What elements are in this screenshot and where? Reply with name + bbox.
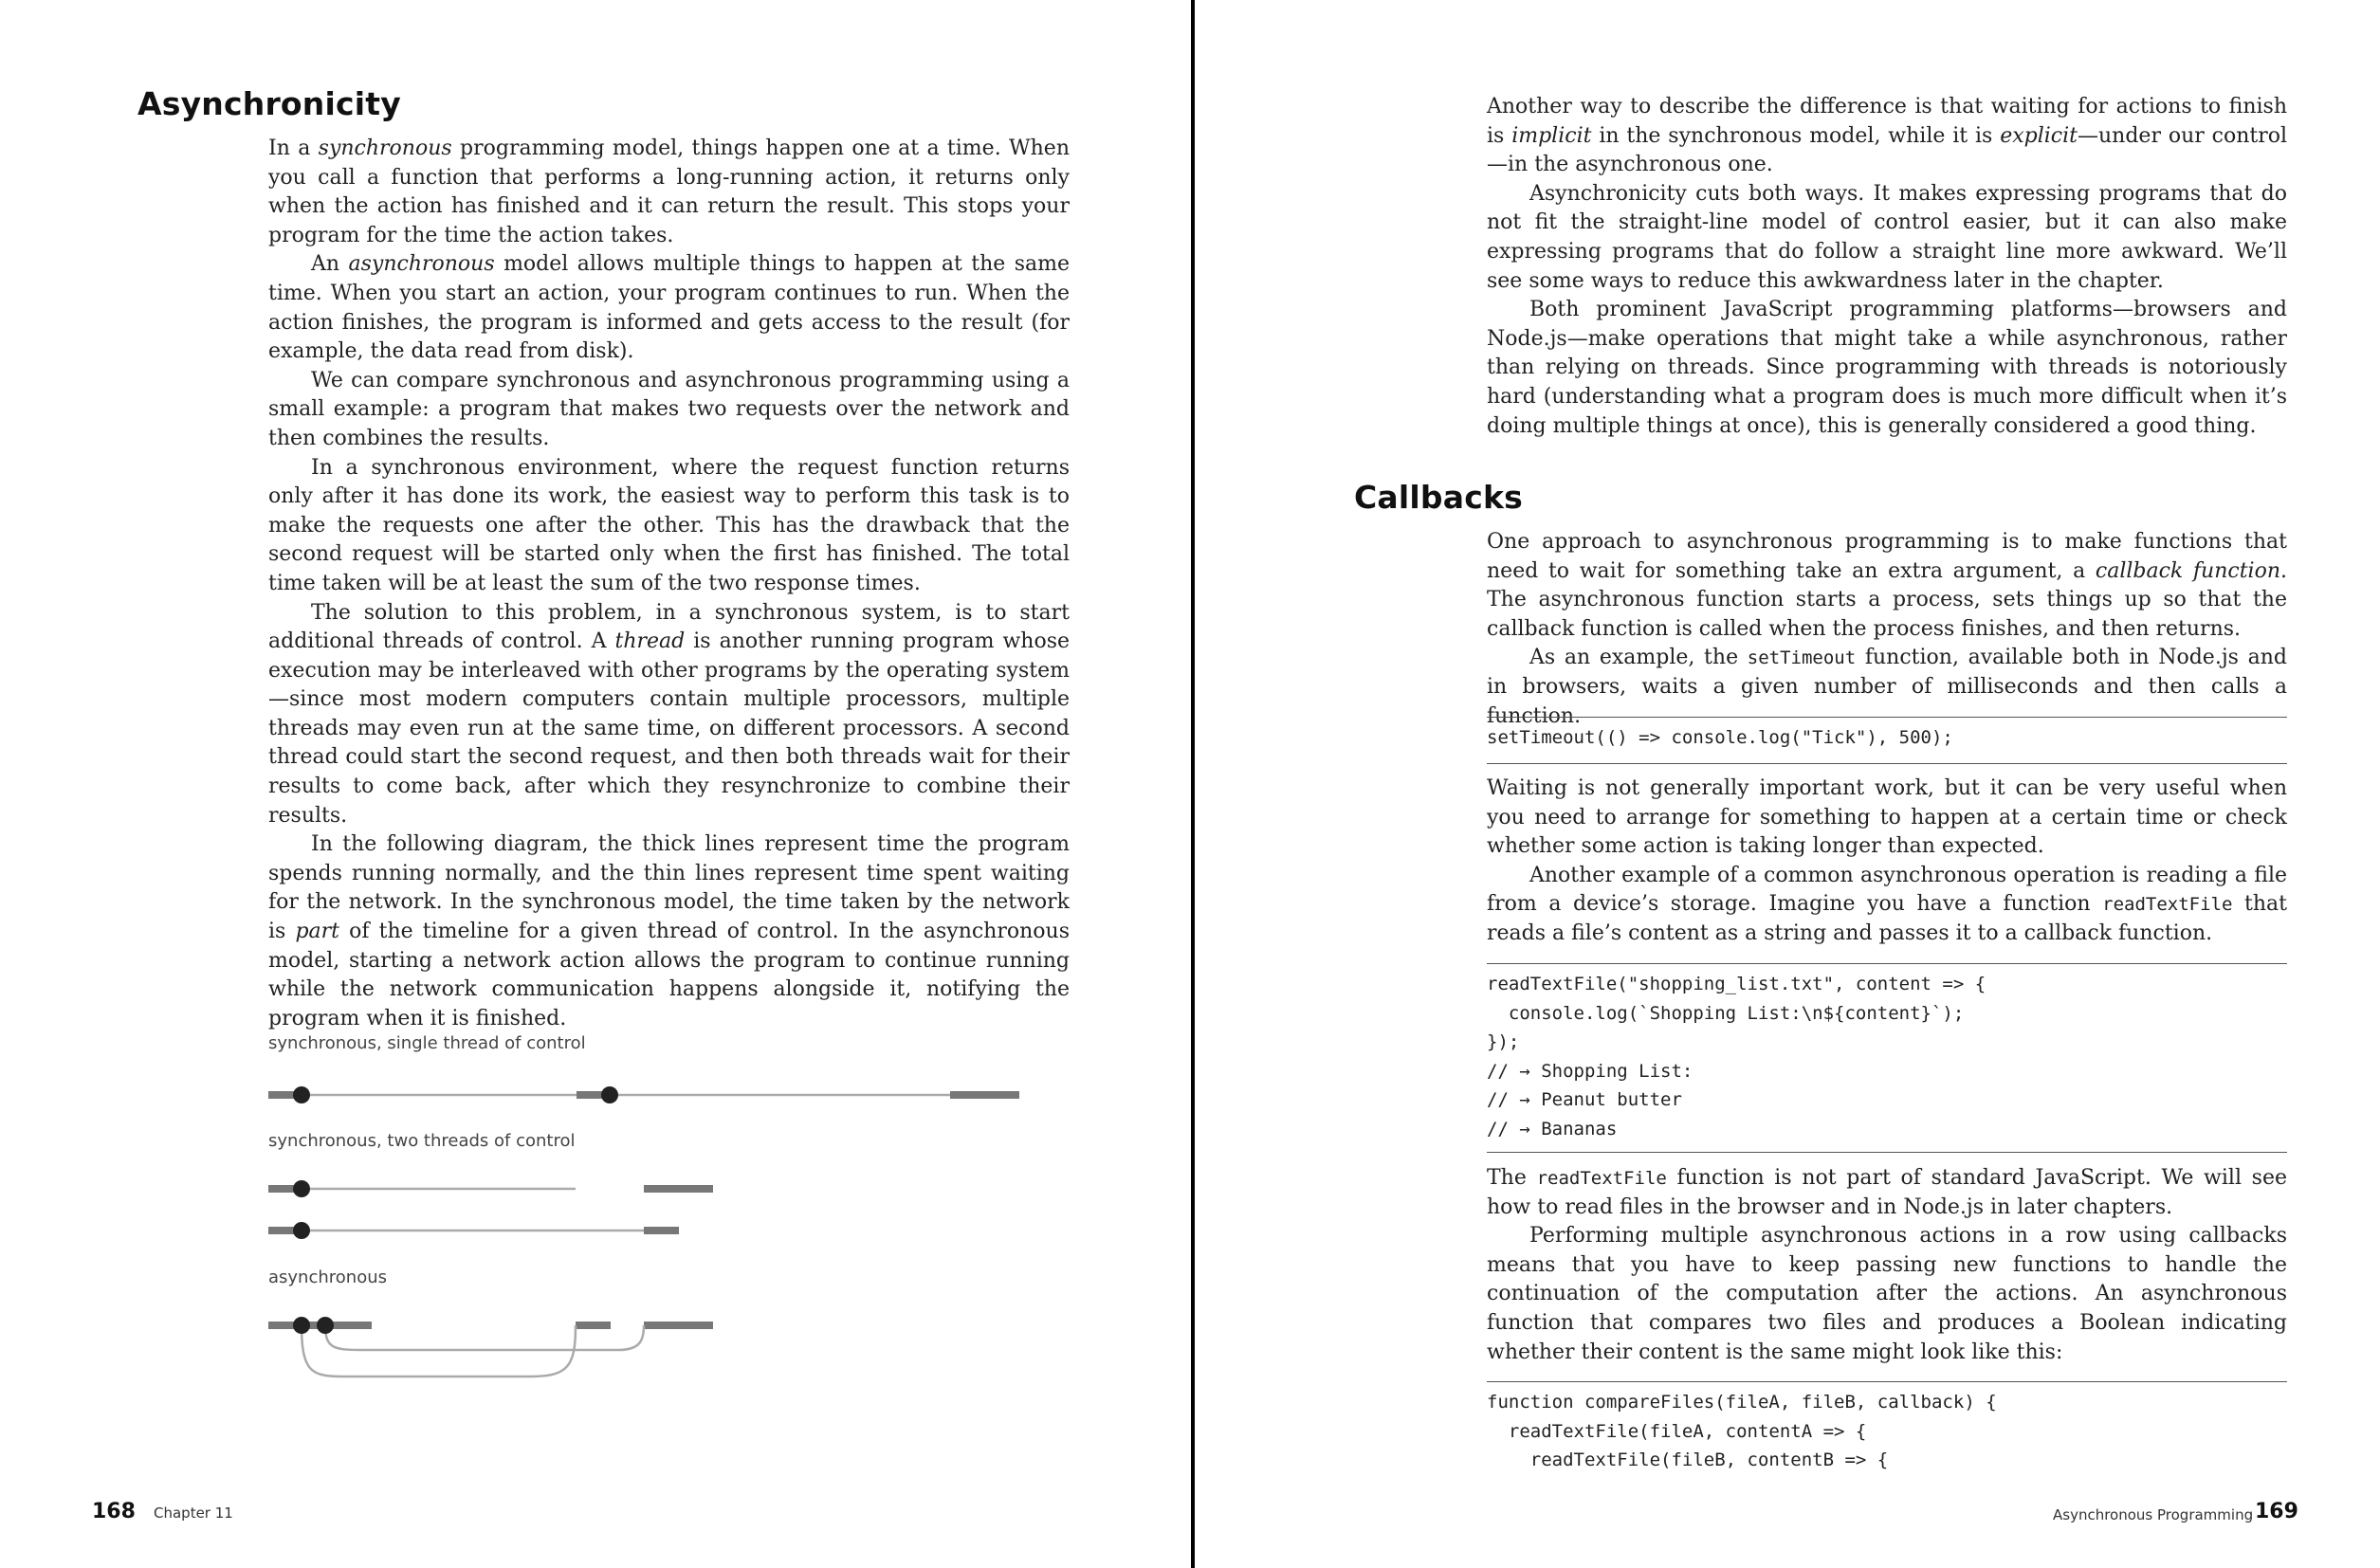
- page-number-left: 168: [92, 1500, 136, 1523]
- text-run: One approach to asynchronous programming is to make functions that need to wait for something take an extra argument, a: [1487, 530, 2287, 583]
- request-dot: [293, 1086, 310, 1103]
- right-page: [1195, 0, 2380, 1568]
- request-dot: [293, 1222, 310, 1239]
- code-block-comparefiles: [1487, 1381, 2287, 1486]
- end-paragraphs: [1487, 1164, 2287, 1367]
- italic-term: synchronous: [318, 137, 452, 160]
- paragraph: [268, 250, 1070, 366]
- paragraph: [1487, 528, 2287, 644]
- text-run: An: [311, 252, 349, 277]
- text-run: Performing multiple asynchronous actions in a row using callbacks means that you have to keep passing new functions to handle the continuation of the computation after the actions. An asynchronous function that compares two files and produces a Boolean indicating whether their content is the same might look like this:: [1487, 1224, 2287, 1364]
- mid-paragraphs: [1487, 775, 2287, 949]
- text-run: Asynchronicity cuts both ways. It makes expressing programs that do not fit the straight-line model of control easier, but it can also make expressing programs that do follow a straight line more awkward. We’ll see some ways to reduce this awkwardness later in the chapter.: [1487, 181, 2287, 293]
- text-run: function, available both in Node.js and in browsers, waits a given number of milliseconds and then calls a function.: [1487, 646, 2287, 728]
- text-run: —under our control—in the asynchronous one.: [1487, 123, 2288, 177]
- text-run: of the timeline for a given thread of control. In the asynchronous model, starting a network action allows the program to continue running while the network communication happens alongside it, notifying the program when it is finished.: [268, 920, 1070, 1030]
- diagram-label-sync-two: synchronous, two threads of control: [268, 1131, 576, 1151]
- paragraph: [1487, 1222, 2287, 1367]
- code-line: console.log(`Shopping List:\n${content}`);: [1487, 1002, 1965, 1024]
- code-line: setTimeout(() => console.log("Tick"), 500);: [1487, 727, 1953, 748]
- text-run: that reads a file’s content as a string and passes it to a callback function.: [1487, 892, 2287, 945]
- text-run: Another way to describe the difference is that waiting for actions to finish is: [1487, 95, 2287, 148]
- text-run: Both prominent JavaScript programming platforms—browsers and Node.js—make operations that might take a while asynchronous, rather than relying on threads. Since programming with threads is notoriously hard (understanding what a program does is much more difficult when it’s doing multiple things at once), this is generally considered a good thing.: [1487, 298, 2287, 438]
- text-run: We can compare synchronous and asynchronous programming using a small example: a program that makes two requests over the network and then combines the results.: [268, 368, 1070, 450]
- text-run: In the following diagram, the thick lines represent time the program spends running normally, and the thin lines represent time spent waiting for the network. In the synchronous model, the time taken by the network is: [268, 832, 1070, 944]
- italic-term: callback function: [2095, 558, 2280, 583]
- mid-text: [1487, 775, 2287, 949]
- paragraph: [268, 830, 1070, 1033]
- text-run: function is not part of standard JavaScript. We will see how to read files in the browser and in Node.js in later chapters.: [1487, 1166, 2288, 1219]
- code-block-readtextfile: [1487, 963, 2287, 1153]
- text-run: model allows multiple things to happen at the same time. When you start an action, your program continues to run. When the action finishes, the program is informed and gets access to the result (for example, the data read from disk).: [268, 252, 1070, 364]
- italic-term: asynchronous: [348, 252, 495, 277]
- paragraph: [268, 135, 1070, 250]
- code-line: });: [1487, 1031, 1520, 1052]
- text-run: In a synchronous environment, where the request function returns only after it has done its work, the easiest way to perform this task is to make the requests one after the other. This has the drawback that the second request will be started only when the first has finished. The total time taken will be at least the sum of the two response times.: [268, 455, 1070, 595]
- wait-curve: [325, 1325, 644, 1350]
- italic-term: part: [295, 920, 339, 944]
- callbacks-paragraphs: [1487, 528, 2287, 731]
- text-run: in the synchronous model, while it is: [1591, 123, 2001, 148]
- code-line: readTextFile(fileB, contentB => {: [1487, 1449, 1889, 1470]
- timeline-async: [268, 1317, 713, 1377]
- right-intro-text: [1487, 93, 2287, 441]
- code-line: // → Bananas: [1487, 1118, 1618, 1140]
- inline-code: readTextFile: [1536, 1168, 1667, 1189]
- code-line: // → Shopping List:: [1487, 1060, 1693, 1082]
- code-line: // → Peanut butter: [1487, 1089, 1682, 1110]
- wait-curve: [302, 1325, 576, 1377]
- diagram-label-async: asynchronous: [268, 1267, 387, 1287]
- text-run: The solution to this problem, in a synchronous system, is to start additional threads of control. A: [268, 600, 1070, 654]
- italic-term: thread: [614, 629, 686, 654]
- inline-code: setTimeout: [1747, 647, 1857, 669]
- paragraph: [1487, 180, 2287, 296]
- request-dot: [293, 1180, 310, 1197]
- text-run: Another example of a common asynchronous operation is reading a file from a device’s storage. Imagine you have a function: [1487, 863, 2287, 917]
- timeline-sync-two: [268, 1180, 713, 1239]
- code-line: readTextFile(fileA, contentA => {: [1487, 1420, 1867, 1442]
- text-run: . The asynchronous function starts a process, sets things up so that the callback function is called when the process finishes, and then returns.: [1487, 558, 2287, 641]
- request-dot: [317, 1317, 334, 1334]
- page-number-right: 169: [2255, 1500, 2298, 1523]
- diagram-label-sync-single: synchronous, single thread of control: [268, 1033, 586, 1053]
- text-run: The: [1487, 1166, 1537, 1190]
- left-body-text: [268, 135, 1070, 1033]
- italic-term: implicit: [1511, 123, 1592, 148]
- paragraph: [268, 599, 1070, 831]
- paragraph: [1487, 775, 2287, 862]
- text-run: is another running program whose execution may be interleaved with other programs by the operating system—since most modern computers contain multiple processors, multiple threads may even run at the same time, on different processors. A second thread could start the second request, and then both threads wait for their results to come back, after which they resynchronize to combine their results.: [268, 629, 1071, 828]
- paragraph: [1487, 862, 2287, 949]
- left-paragraphs: [268, 135, 1070, 1033]
- text-run: Waiting is not generally important work, but it can be very useful when you need to arrange for something to happen at a certain time or check whether some action is taking longer than expected.: [1487, 776, 2287, 859]
- paragraph: [268, 367, 1070, 454]
- paragraph: [268, 454, 1070, 599]
- heading-asynchronicity: Asynchronicity: [137, 85, 401, 122]
- running-footer-left: Chapter 11: [154, 1504, 233, 1522]
- callbacks-text: [1487, 528, 2287, 731]
- paragraph: [1487, 1164, 2287, 1222]
- end-text: [1487, 1164, 2287, 1367]
- text-run: programming model, things happen one at a time. When you call a function that performs a long-running action, it returns only when the action has finished and it can return the result. This stops your program for the time the action takes.: [268, 137, 1070, 247]
- request-dot: [601, 1086, 618, 1103]
- request-dot: [293, 1317, 310, 1334]
- paragraph: [1487, 296, 2287, 441]
- code-block-settimeout: [1487, 717, 2287, 764]
- right-intro-paragraphs: [1487, 93, 2287, 441]
- code-line: function compareFiles(fileA, fileB, callback) {: [1487, 1392, 1997, 1413]
- text-run: In a: [268, 137, 319, 160]
- text-run: As an example, the: [1529, 646, 1748, 670]
- heading-callbacks: Callbacks: [1354, 479, 1523, 516]
- running-footer-right: Asynchronous Programming: [2053, 1506, 2254, 1523]
- code-line: readTextFile("shopping_list.txt", content => {: [1487, 974, 1986, 994]
- italic-term: explicit: [2000, 123, 2078, 148]
- paragraph: [1487, 93, 2287, 180]
- timeline-sync-single: [268, 1086, 1019, 1103]
- inline-code: readTextFile: [2102, 894, 2233, 916]
